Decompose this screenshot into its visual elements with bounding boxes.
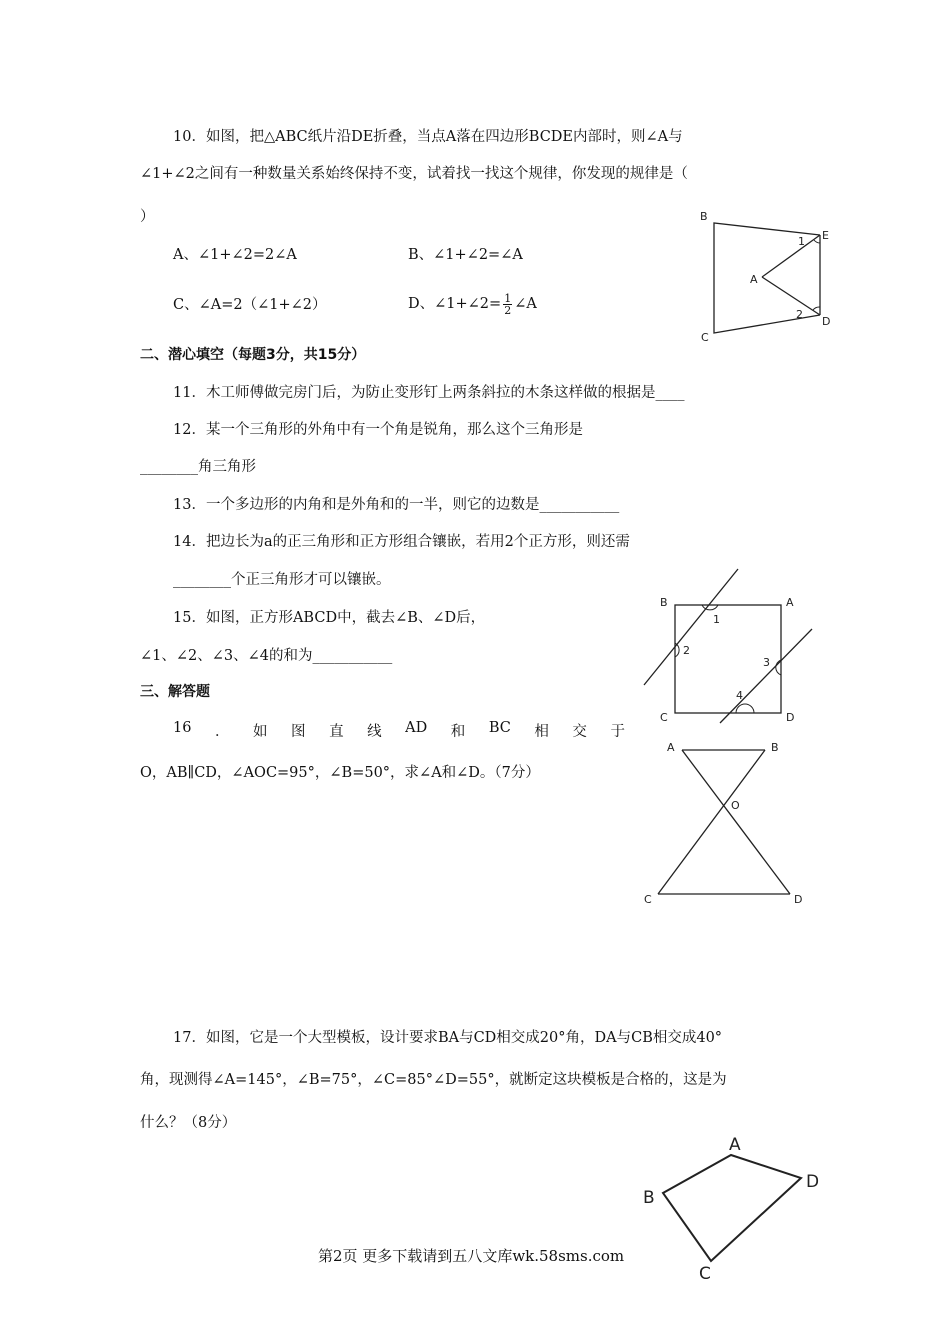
q10-label-a: A [750, 273, 758, 286]
q16-word: 图 [291, 724, 306, 740]
q10-angle2-arc [813, 307, 820, 310]
q16-word: BC [488, 720, 511, 736]
q10-fold-ea [762, 235, 820, 277]
page-footer: 第2页 更多下载请到五八文库wk.58sms.com [318, 1247, 625, 1265]
q10-label-d: D [822, 315, 831, 328]
q15-label-c: C [660, 711, 668, 724]
q17-line1: 17．如图，它是一个大型模板，设计要求BA与CD相交成20°角，DA与CB相交成40° [173, 1030, 723, 1046]
q10-line1: 10．如图，把△ABC纸片沿DE折叠，当点A落在四边形BCDE内部时，则∠A与 [173, 129, 683, 145]
q15-figure [640, 565, 820, 725]
q10-option-d [408, 288, 537, 320]
fraction-numerator: 1 [504, 291, 512, 305]
q16-word: AD [405, 720, 428, 736]
q10-angle1-arc [814, 240, 820, 243]
q14-line1: 14．把边长为a的正三角形和正方形组合镶嵌，若用2个正方形，则还需 [173, 534, 630, 550]
q17-template-quadrilateral [663, 1155, 801, 1261]
q10-label-2: 2 [796, 308, 803, 321]
section3-heading: 三、解答题 [140, 684, 210, 700]
q12-line2: ________角三角形 [140, 459, 256, 475]
q15-angle4-arc [736, 704, 754, 713]
q10-option-d-suffix: ∠A [514, 296, 537, 312]
q16-word: 直 [329, 724, 344, 740]
q15-label-d: D [786, 711, 795, 724]
q10-option-c: C、∠A=2（∠1+∠2） [173, 297, 327, 313]
q15-cut-line-b [644, 569, 738, 685]
q16-label-a: A [667, 741, 675, 754]
q16-line1 [173, 720, 625, 741]
q17-figure [635, 1125, 825, 1285]
q17-label-c: C [699, 1264, 711, 1284]
q12-line1: 12．某一个三角形的外角中有一个角是锐角，那么这个三角形是 [173, 422, 583, 438]
q16-segment-bc [658, 750, 765, 894]
q16-word: 和 [450, 724, 466, 740]
q10-label-e: E [822, 229, 829, 242]
q15-angle1-arc [702, 605, 718, 610]
q16-word: 于 [610, 724, 625, 740]
q16-figure [640, 736, 810, 911]
q13-text: 13．一个多边形的内角和是外角和的一半，则它的边数是___________ [173, 497, 620, 513]
q17-line2: 角，现测得∠A=145°，∠B=75°，∠C=85°∠D=55°，就断定这块模板是合格的，这是为 [140, 1072, 727, 1088]
q15-label-b: B [660, 596, 668, 609]
q15-label-1: 1 [713, 613, 720, 626]
q10-label-1: 1 [798, 235, 805, 248]
section2-heading: 二、潜心填空（每题3分，共15分） [140, 347, 366, 363]
q10-line3: ） [140, 209, 155, 225]
fraction-denominator: 2 [504, 303, 512, 317]
q16-line2: O，AB∥CD，∠AOC=95°，∠B=50°，求∠A和∠D。（7分） [140, 765, 540, 781]
q16-word: ． [214, 724, 230, 740]
q10-option-a: A、∠1+∠2=2∠A [173, 247, 297, 263]
q16-word: 相 [534, 724, 549, 740]
q10-fold-ad [762, 277, 820, 315]
q15-line1: 15．如图，正方形ABCD中，截去∠B、∠D后， [173, 610, 486, 626]
q16-label-c: C [644, 893, 652, 906]
q17-label-b: B [643, 1188, 655, 1208]
q15-line2: ∠1、∠2、∠3、∠4的和为___________ [140, 648, 393, 664]
q11-text: 11．木工师傅做完房门后，为防止变形钉上两条斜拉的木条这样做的根据是____ [173, 385, 685, 401]
q10-option-d-prefix: D、∠1+∠2= [408, 296, 502, 312]
q16-segment-ad [682, 750, 790, 894]
q16-label-b: B [771, 741, 779, 754]
q17-label-a: A [729, 1135, 741, 1155]
q17-label-d: D [806, 1172, 820, 1192]
q17-line3: 什么？（8分） [140, 1115, 237, 1131]
q16-label-d: D [794, 893, 803, 906]
q16-word: 如 [253, 724, 268, 740]
q16-word: 交 [572, 724, 587, 740]
q16-word: 线 [367, 724, 382, 740]
q10-option-d-fraction [503, 293, 512, 316]
q15-label-3: 3 [763, 656, 770, 669]
q16-word: 16 [173, 720, 192, 736]
q15-cut-line-d [720, 629, 812, 723]
q10-figure [690, 205, 840, 345]
q10-line2: ∠1+∠2之间有一种数量关系始终保持不变，试着找一找这个规律，你发现的规律是（ [140, 166, 688, 182]
q14-line2: ________个正三角形才可以镶嵌。 [173, 572, 391, 588]
q15-label-4: 4 [736, 689, 743, 702]
q10-label-b: B [700, 210, 708, 223]
q16-label-o: O [731, 799, 740, 812]
q15-label-a: A [786, 596, 794, 609]
q10-option-b: B、∠1+∠2=∠A [408, 247, 523, 263]
q10-label-c: C [701, 331, 709, 344]
q15-label-2: 2 [683, 644, 690, 657]
